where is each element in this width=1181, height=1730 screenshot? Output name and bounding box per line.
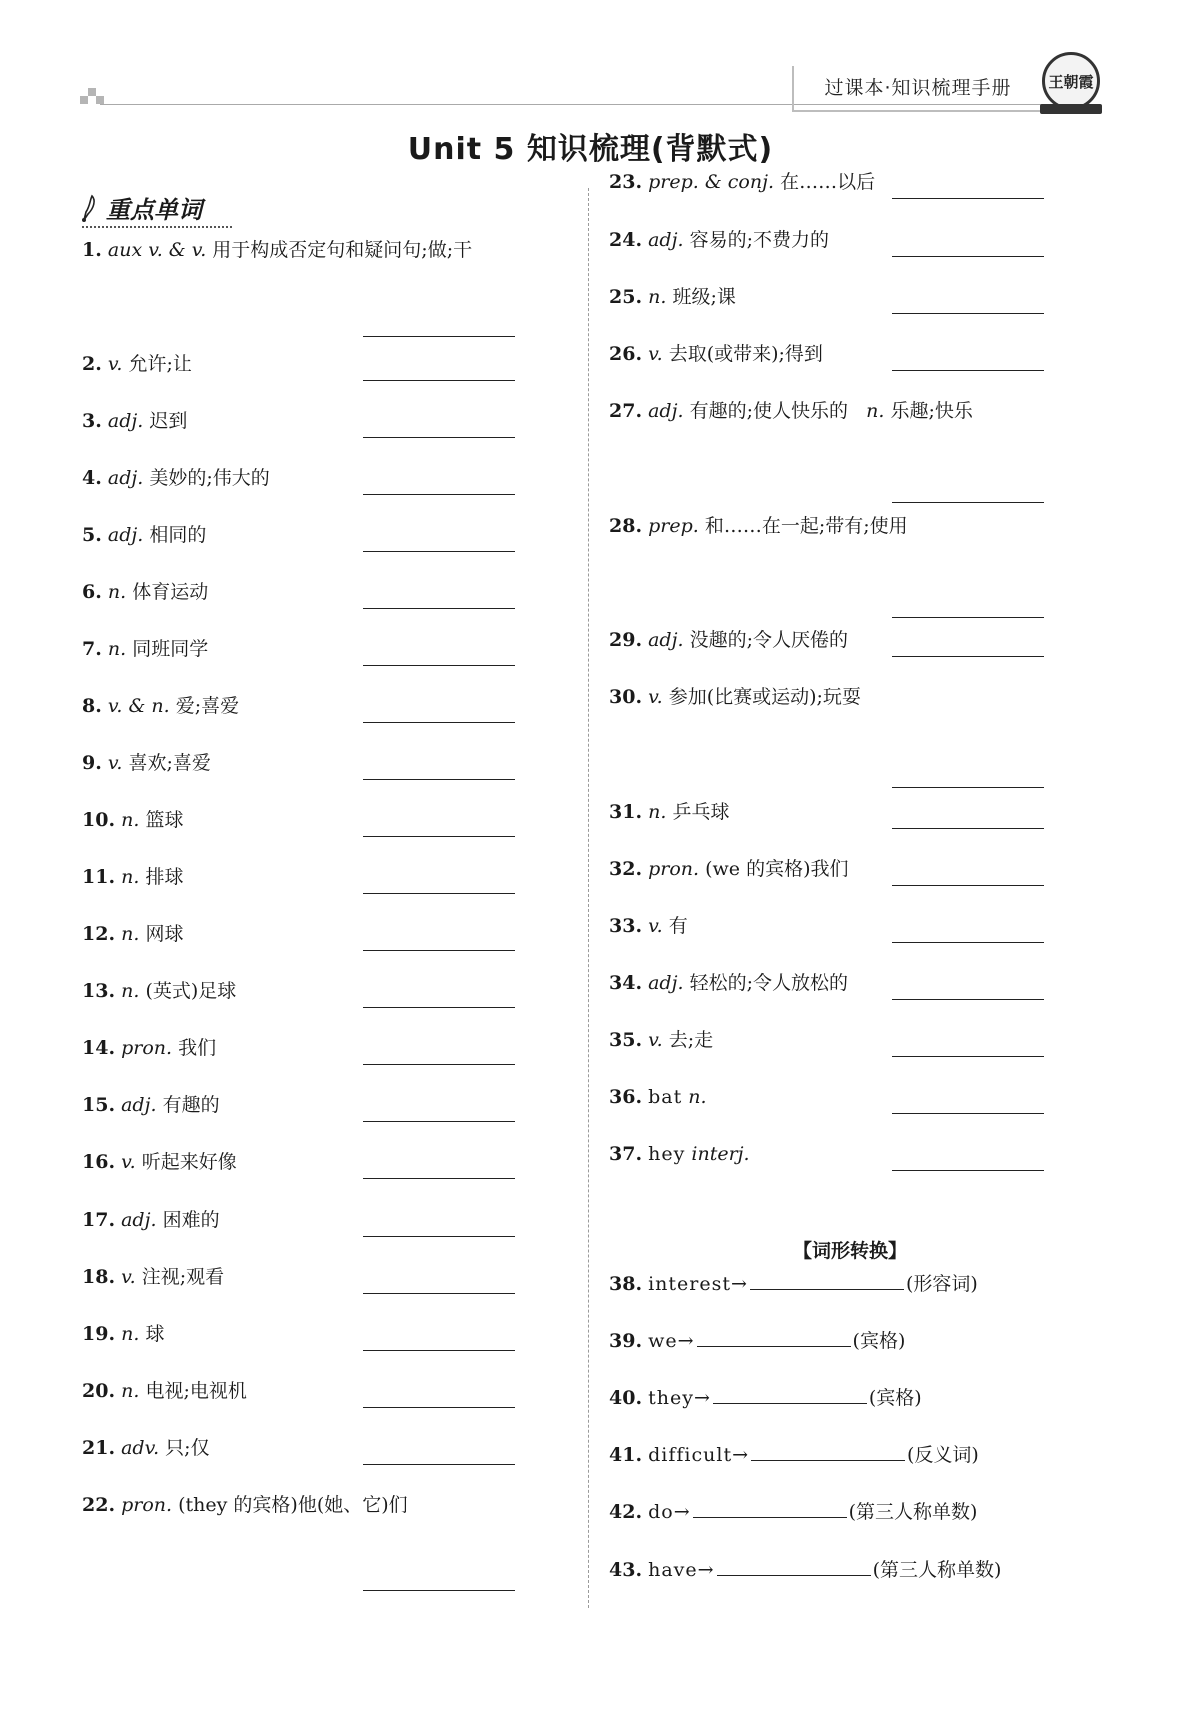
answer-blank[interactable] (713, 1385, 867, 1404)
item-definition: 轻松的;令人放松的 (689, 972, 848, 994)
conversion-note: (第三人称单数) (872, 1559, 1002, 1581)
vocab-item (609, 340, 823, 368)
answer-blank[interactable] (363, 1236, 515, 1237)
item-number: 17. (82, 1209, 116, 1231)
item-definition: 美妙的;伟大的 (149, 467, 270, 489)
part-of-speech: v. (648, 343, 663, 365)
item-number: 10. (82, 809, 116, 831)
item-definition: 有趣的;使人快乐的 (689, 400, 848, 422)
answer-blank[interactable] (892, 656, 1044, 657)
vocab-item (82, 236, 472, 264)
answer-blank[interactable] (892, 999, 1044, 1000)
part-of-speech-2: n. (866, 400, 885, 422)
part-of-speech: pron. (121, 1494, 173, 1516)
section-title-label: 重点单词 (106, 196, 202, 224)
answer-blank[interactable] (892, 617, 1044, 618)
answer-blank[interactable] (892, 502, 1044, 503)
item-definition: 网球 (145, 923, 184, 945)
vocab-item (609, 168, 875, 196)
answer-blank[interactable] (363, 437, 515, 438)
answer-blank[interactable] (892, 313, 1044, 314)
item-number: 9. (82, 752, 102, 774)
vocab-item (609, 855, 849, 883)
vocab-item (609, 683, 861, 711)
item-number: 40. (609, 1387, 643, 1409)
item-number: 27. (609, 400, 643, 422)
vocab-item (609, 798, 729, 826)
answer-blank[interactable] (363, 1407, 515, 1408)
item-number: 6. (82, 581, 102, 603)
answer-blank[interactable] (363, 1293, 515, 1294)
part-of-speech: n. (121, 980, 140, 1002)
vocab-item (609, 912, 688, 940)
answer-blank[interactable] (363, 1007, 515, 1008)
part-of-speech: n. (648, 801, 667, 823)
pen-icon (78, 194, 100, 224)
item-number: 23. (609, 171, 643, 193)
part-of-speech: adj. (648, 229, 684, 251)
answer-blank[interactable] (363, 836, 515, 837)
answer-blank[interactable] (363, 336, 515, 337)
item-number: 12. (82, 923, 116, 945)
item-number: 25. (609, 286, 643, 308)
item-number: 42. (609, 1501, 643, 1523)
item-number: 30. (609, 686, 643, 708)
part-of-speech: aux v. & v. (107, 239, 207, 261)
item-number: 28. (609, 515, 643, 537)
part-of-speech: prep. & conj. (648, 171, 775, 193)
vocab-item (82, 1148, 237, 1176)
vocab-item (82, 1263, 224, 1291)
answer-blank[interactable] (892, 828, 1044, 829)
part-of-speech: pron. (648, 858, 700, 880)
item-number: 16. (82, 1151, 116, 1173)
item-number: 15. (82, 1094, 116, 1116)
page-title: Unit 5 知识梳理(背默式) (407, 132, 774, 167)
conversion-item (609, 1327, 905, 1355)
answer-blank[interactable] (363, 893, 515, 894)
item-definition: 允许;让 (128, 353, 192, 375)
part-of-speech: n. (121, 1323, 140, 1345)
vocab-item (82, 1091, 220, 1119)
brand-logo-text: 王朝霞 (1048, 72, 1094, 91)
answer-blank[interactable] (717, 1557, 871, 1576)
answer-blank[interactable] (693, 1499, 847, 1518)
answer-blank[interactable] (892, 198, 1044, 199)
part-of-speech: adj. (107, 524, 144, 546)
item-definition: 有趣的 (162, 1094, 220, 1116)
item-number: 33. (609, 915, 643, 937)
conversion-word: difficult→ (648, 1444, 749, 1466)
vocab-item (82, 863, 183, 891)
part-of-speech: prep. (648, 515, 699, 537)
item-definition: (英式)足球 (145, 980, 237, 1002)
part-of-speech: adj. (648, 629, 684, 651)
item-definition: 篮球 (145, 809, 184, 831)
item-number: 34. (609, 972, 643, 994)
brand-logo (1042, 52, 1100, 110)
column-divider (588, 188, 589, 1608)
answer-blank[interactable] (363, 1590, 515, 1591)
item-word: hey (648, 1143, 686, 1165)
answer-blank[interactable] (363, 1350, 515, 1351)
conversion-item (609, 1384, 922, 1412)
item-definition: 爱;喜爱 (175, 695, 240, 717)
conversion-note: (宾格) (852, 1330, 906, 1352)
answer-blank[interactable] (363, 779, 515, 780)
part-of-speech: adj. (107, 410, 144, 432)
part-of-speech: adj. (648, 972, 684, 994)
answer-blank[interactable] (363, 1121, 515, 1122)
item-definition: 排球 (145, 866, 184, 888)
conversion-word: they→ (648, 1387, 711, 1409)
item-definition: 困难的 (162, 1209, 220, 1231)
vocab-item (82, 1320, 164, 1348)
item-number: 13. (82, 980, 116, 1002)
part-of-speech: n. (121, 923, 140, 945)
vocab-item (82, 1206, 220, 1234)
item-definition: 注视;观看 (141, 1266, 225, 1288)
item-number: 29. (609, 629, 643, 651)
part-of-speech: v. (121, 1266, 136, 1288)
answer-blank[interactable] (892, 1113, 1044, 1114)
item-definition: 和……在一起;带有;使用 (704, 515, 908, 537)
part-of-speech: v. (648, 686, 663, 708)
part-of-speech: pron. (121, 1037, 173, 1059)
vocab-item (609, 226, 829, 254)
conversion-item (609, 1441, 979, 1469)
vocab-item (82, 1434, 210, 1462)
item-number: 41. (609, 1444, 643, 1466)
vocab-item (82, 407, 187, 435)
item-number: 8. (82, 695, 102, 717)
item-number: 18. (82, 1266, 116, 1288)
part-of-speech: n. (121, 809, 140, 831)
item-number: 19. (82, 1323, 116, 1345)
vocab-item (82, 749, 211, 777)
vocab-item (82, 1377, 247, 1405)
part-of-speech: v. (107, 752, 123, 774)
item-definition: 迟到 (149, 410, 188, 432)
answer-blank[interactable] (697, 1328, 851, 1347)
vocab-item (82, 806, 183, 834)
answer-blank[interactable] (363, 1464, 515, 1465)
conversion-item (609, 1498, 977, 1526)
part-of-speech: n. (107, 638, 127, 660)
conversion-note: (宾格) (868, 1387, 922, 1409)
vocab-item (609, 626, 848, 654)
item-number: 7. (82, 638, 102, 660)
conversion-word: do→ (648, 1501, 691, 1523)
item-number: 26. (609, 343, 643, 365)
answer-blank[interactable] (892, 1170, 1044, 1171)
section-title (82, 190, 232, 228)
answer-blank[interactable] (363, 551, 515, 552)
part-of-speech: adj. (648, 400, 684, 422)
vocab-item (82, 1034, 216, 1062)
part-of-speech: v. (121, 1151, 136, 1173)
item-number: 21. (82, 1437, 116, 1459)
item-definition: 用于构成否定句和疑问句;做;干 (212, 239, 473, 261)
answer-blank[interactable] (892, 370, 1044, 371)
item-number: 32. (609, 858, 643, 880)
item-definition: 容易的;不费力的 (689, 229, 829, 251)
answer-blank[interactable] (892, 885, 1044, 886)
item-definition: 班级;课 (672, 286, 736, 308)
vocab-item (609, 1140, 750, 1168)
conversion-item (609, 1270, 978, 1298)
conversion-word: we→ (648, 1330, 695, 1352)
item-definition: 我们 (178, 1037, 217, 1059)
answer-blank[interactable] (363, 950, 515, 951)
item-number: 5. (82, 524, 102, 546)
answer-blank[interactable] (892, 787, 1044, 788)
vocab-item (609, 1083, 707, 1111)
vocab-item (82, 578, 208, 606)
item-number: 36. (609, 1086, 643, 1108)
part-of-speech: v. & n. (107, 695, 170, 717)
part-of-speech: v. (107, 353, 123, 375)
answer-blank[interactable] (892, 1056, 1044, 1057)
item-number: 24. (609, 229, 643, 251)
item-word: bat (648, 1086, 683, 1108)
part-of-speech: adv. (121, 1437, 160, 1459)
answer-blank[interactable] (363, 494, 515, 495)
item-number: 22. (82, 1494, 116, 1516)
part-of-speech: adj. (121, 1209, 157, 1231)
answer-blank[interactable] (363, 608, 515, 609)
vocab-item (82, 350, 192, 378)
item-definition: 喜欢;喜爱 (128, 752, 211, 774)
answer-blank[interactable] (751, 1442, 905, 1461)
vocab-item (82, 1491, 408, 1519)
part-of-speech: n. (121, 1380, 140, 1402)
part-of-speech: n. (121, 866, 140, 888)
item-number: 39. (609, 1330, 643, 1352)
part-of-speech: v. (648, 915, 663, 937)
item-definition: 去取(或带来);得到 (668, 343, 823, 365)
answer-blank[interactable] (892, 942, 1044, 943)
item-definition: (we 的宾格)我们 (705, 858, 849, 880)
item-definition: 没趣的;令人厌倦的 (689, 629, 848, 651)
part-of-speech: adj. (107, 467, 144, 489)
vocab-item (609, 1026, 713, 1054)
item-number: 37. (609, 1143, 643, 1165)
answer-blank[interactable] (363, 722, 515, 723)
conversion-word: interest→ (648, 1273, 748, 1295)
vocab-item (609, 397, 973, 425)
item-definition: 有 (668, 915, 688, 937)
conversion-item (609, 1556, 1001, 1584)
vocab-item (82, 635, 208, 663)
answer-blank[interactable] (750, 1271, 904, 1290)
item-definition: 同班同学 (132, 638, 209, 660)
item-definition: 只;仅 (165, 1437, 210, 1459)
conversion-note: (反义词) (907, 1444, 979, 1466)
item-definition: 乒乓球 (672, 801, 730, 823)
item-definition: 球 (145, 1323, 165, 1345)
item-number: 20. (82, 1380, 116, 1402)
item-definition: 体育运动 (132, 581, 209, 603)
answer-blank[interactable] (363, 1178, 515, 1179)
item-definition: 参加(比赛或运动);玩耍 (668, 686, 861, 708)
item-definition: 听起来好像 (141, 1151, 237, 1173)
item-definition: 在……以后 (780, 171, 876, 193)
item-number: 11. (82, 866, 116, 888)
vocab-item (82, 464, 270, 492)
answer-blank[interactable] (363, 665, 515, 666)
part-of-speech: v. (648, 1029, 663, 1051)
vocab-item (82, 521, 206, 549)
vocab-item (82, 977, 236, 1005)
item-number: 3. (82, 410, 102, 432)
vocab-item (609, 512, 908, 540)
item-number: 4. (82, 467, 102, 489)
item-number: 31. (609, 801, 643, 823)
answer-blank[interactable] (363, 1064, 515, 1065)
item-number: 43. (609, 1559, 643, 1581)
vocab-item (609, 969, 848, 997)
item-definition: 相同的 (149, 524, 207, 546)
item-number: 38. (609, 1273, 643, 1295)
vocab-item (82, 692, 239, 720)
item-definition: 电视;电视机 (145, 1380, 247, 1402)
item-number: 1. (82, 239, 102, 261)
vocab-item (82, 920, 183, 948)
part-of-speech: n. (648, 286, 667, 308)
header-title: 过课本·知识梳理手册 (792, 66, 1042, 112)
part-of-speech: n. (107, 581, 127, 603)
brand-logo-ribbon (1040, 104, 1102, 114)
part-of-speech: interj. (691, 1143, 750, 1165)
conversion-note: (第三人称单数) (848, 1501, 978, 1523)
item-number: 2. (82, 353, 102, 375)
part-of-speech: adj. (121, 1094, 157, 1116)
item-definition: (they 的宾格)他(她、它)们 (178, 1494, 408, 1516)
word-form-subhead: 【词形转换】 (792, 1240, 907, 1262)
item-number: 14. (82, 1037, 116, 1059)
conversion-note: (形容词) (905, 1273, 978, 1295)
vocab-item (609, 283, 736, 311)
item-definition: 去;走 (668, 1029, 714, 1051)
item-number: 35. (609, 1029, 643, 1051)
answer-blank[interactable] (363, 380, 515, 381)
item-definition-2: 乐趣;快乐 (890, 400, 973, 422)
part-of-speech: n. (688, 1086, 707, 1108)
conversion-word: have→ (648, 1559, 715, 1581)
answer-blank[interactable] (892, 256, 1044, 257)
